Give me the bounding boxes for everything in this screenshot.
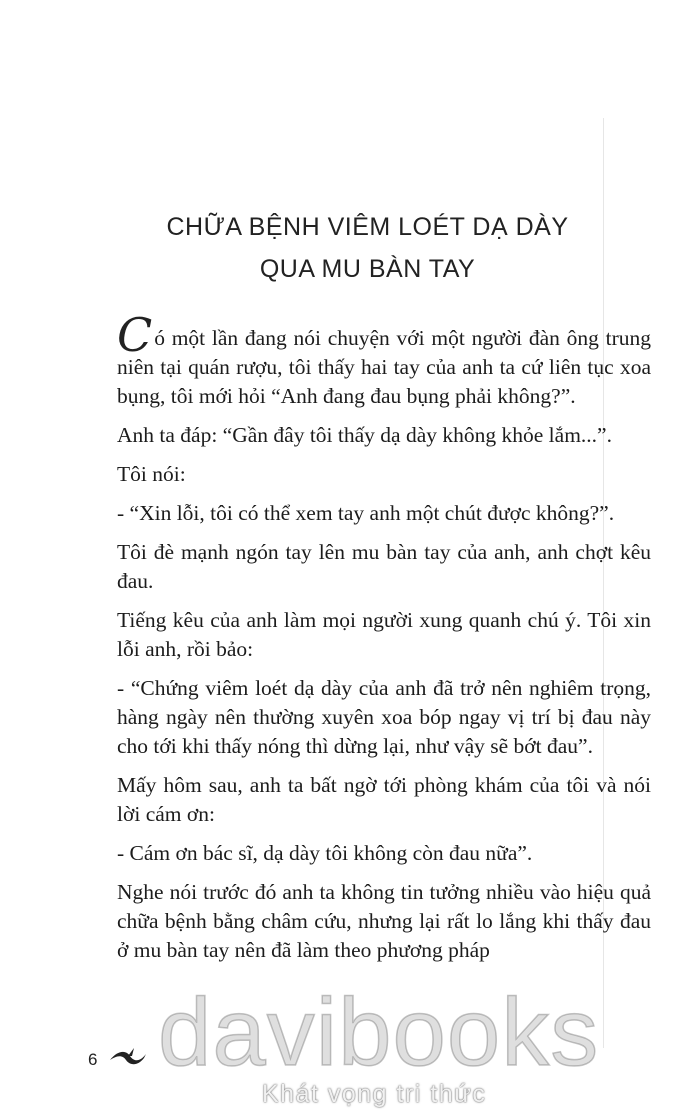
chapter-title-line-1: CHỮA BỆNH VIÊM LOÉT DẠ DÀY bbox=[166, 213, 569, 241]
paragraph-8: Mấy hôm sau, anh ta bất ngờ tới phòng khám của tôi và nói lời cám ơn: bbox=[117, 773, 651, 826]
paragraph-5: Tôi đè mạnh ngón tay lên mu bàn tay của anh, anh chợt kêu đau. bbox=[117, 540, 651, 593]
paragraph-2: Anh ta đáp: “Gần đây tôi thấy dạ dày không khỏe lắm...”. bbox=[117, 423, 612, 447]
paragraph-10: Nghe nói trước đó anh ta không tin tưởng nhiều vào hiệu quả chữa bệnh bằng châm cứu, nhưng lại rất lo lắng khi thấy đau ở mu bàn tay nên đã làm theo phương pháp bbox=[117, 880, 651, 962]
swoosh-ornament-icon bbox=[108, 1046, 148, 1068]
watermark-tagline: Khát vọng tri thức bbox=[262, 1080, 487, 1108]
paragraph-4: - “Xin lỗi, tôi có thể xem tay anh một chút được không?”. bbox=[117, 501, 615, 525]
paragraph-3: Tôi nói: bbox=[117, 462, 186, 486]
body-text bbox=[117, 308, 651, 975]
paragraph-6: Tiếng kêu của anh làm mọi người xung quanh chú ý. Tôi xin lỗi anh, rồi bảo: bbox=[117, 608, 651, 661]
chapter-title-line-2: QUA MU BÀN TAY bbox=[259, 255, 476, 283]
paragraph-7: - “Chứng viêm loét dạ dày của anh đã trở nên nghiêm trọng, hàng ngày nên thường xuyên xoa bóp ngay vị trí bị đau này cho tới khi thấy nóng thì dừng lại, như vậy sẽ bớt đau”. bbox=[117, 676, 651, 758]
paragraph-1 bbox=[117, 308, 651, 411]
drop-cap: C bbox=[117, 308, 153, 362]
page-number: 6 bbox=[88, 1050, 98, 1069]
paragraph-9: - Cám ơn bác sĩ, dạ dày tôi không còn đau nữa”. bbox=[117, 841, 533, 865]
chapter-title bbox=[0, 206, 700, 290]
watermark-brand: davibooks bbox=[158, 979, 600, 1086]
paragraph-1-text: ó một lần đang nói chuyện với một người đàn ông trung niên tại quán rượu, tôi thấy hai tay của anh ta cứ liên tục xoa bụng, tôi mới hỏi “Anh đang đau bụng phải không?”. bbox=[117, 326, 651, 408]
